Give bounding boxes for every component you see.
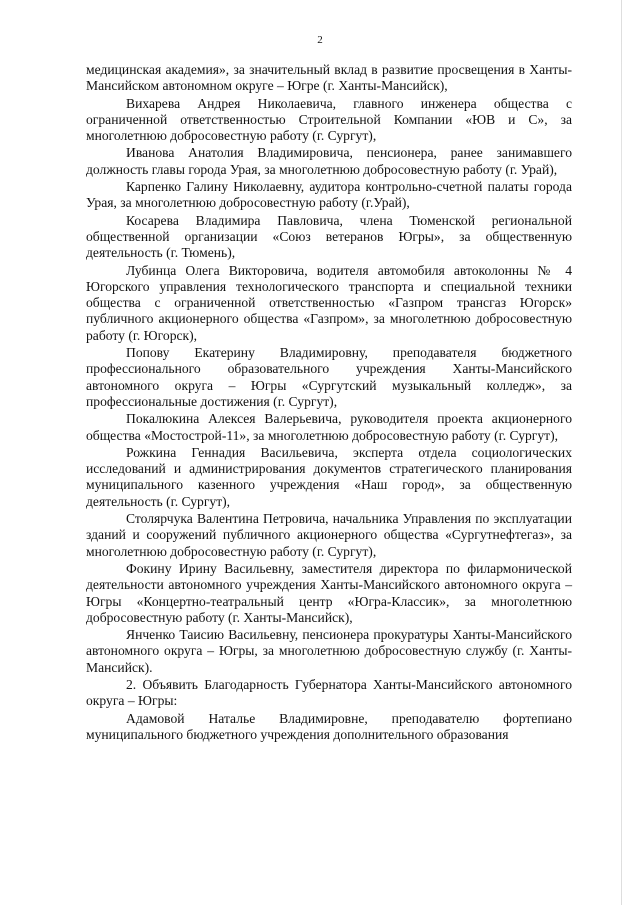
award-entry-popova: Попову Екатерину Владимировну, преподавателя бюджетного профессионального образовательного учреждения Ханты-Мансийского автономного округа – Югры «Сургутский музыкальный колледж», за профессиональные достижения (г. Сургут),	[86, 345, 572, 409]
award-entry-rozhkin: Рожкина Геннадия Васильевича, эксперта отдела социологических исследований и администрирования документов стратегического планирования муниципального казенного учреждения «Наш город», за общественную деятельность (г. Сургут),	[86, 444, 572, 509]
award-entry-stolyarchuk: Столярчука Валентина Петровича, начальника Управления по эксплуатации зданий и сооружений публичного акционерного общества «Сургутнефтегаз», за многолетнюю добросовестную работу (г. Сургут),	[86, 511, 572, 559]
document-body	[86, 62, 572, 743]
award-entry-ivanov: Иванова Анатолия Владимировича, пенсионера, ранее занимавшего должность главы города Урая, за многолетнюю добросовестную работу (г. Урай),	[86, 145, 572, 177]
award-entry-kosarev: Косарева Владимира Павловича, члена Тюменской региональной общественной организации «Союз ветеранов Югры», за общественную деятельность (г. Тюмень),	[86, 212, 572, 261]
award-entry-vikharev: Вихарева Андрея Николаевича, главного инженера общества с ограниченной ответственностью Строительной Компании «ЮВ и С», за многолетнюю добросовестную работу (г. Сургут),	[86, 95, 572, 144]
paragraph-continuation: медицинская академия», за значительный вклад в развитие просвещения в Ханты-Мансийском автономном округе – Югре (г. Ханты-Мансийск),	[86, 62, 572, 94]
award-entry-lubinets: Лубинца Олега Викторовича, водителя автомобиля автоколонны № 4 Югорского управления технологического транспорта и специальной техники общества с ограниченной ответственностью «Газпром трансгаз Югорск» публичного акционерного общества «Газпром», за многолетнюю добросовестную работу (г. Югорск),	[86, 262, 572, 343]
award-entry-fokina: Фокину Ирину Васильевну, заместителя директора по филармонической деятельности автономного учреждения Ханты-Мансийского автономного округа – Югры «Концертно-театральный центр «Югра-Классик», за многолетнюю добросовестную работу (г. Ханты-Мансийск),	[86, 560, 572, 625]
award-entry-karpenko: Карпенко Галину Николаевну, аудитора контрольно-счетной палаты города Урая, за многолетнюю добросовестную работу (г.Урай),	[86, 179, 572, 211]
section-heading-gratitude: 2. Объявить Благодарность Губернатора Ханты-Мансийского автономного округа – Югры:	[86, 676, 572, 709]
award-entry-pokalyukin: Покалюкина Алексея Валерьевича, руководителя проекта акционерного общества «Мостострой-11», за многолетнюю добросовестную работу (г. Сургут),	[86, 411, 572, 443]
award-entry-yanchenko: Янченко Таисию Васильевну, пенсионера прокуратуры Ханты-Мансийского автономного округа – Югры, за многолетнюю добросовестную службу (г. Ханты-Мансийск).	[86, 627, 572, 675]
award-entry-adamova: Адамовой Наталье Владимировне, преподавателю фортепиано муниципального бюджетного учреждения дополнительного образования	[86, 710, 572, 742]
scan-edge	[621, 0, 622, 905]
page-number: 2	[317, 34, 323, 46]
